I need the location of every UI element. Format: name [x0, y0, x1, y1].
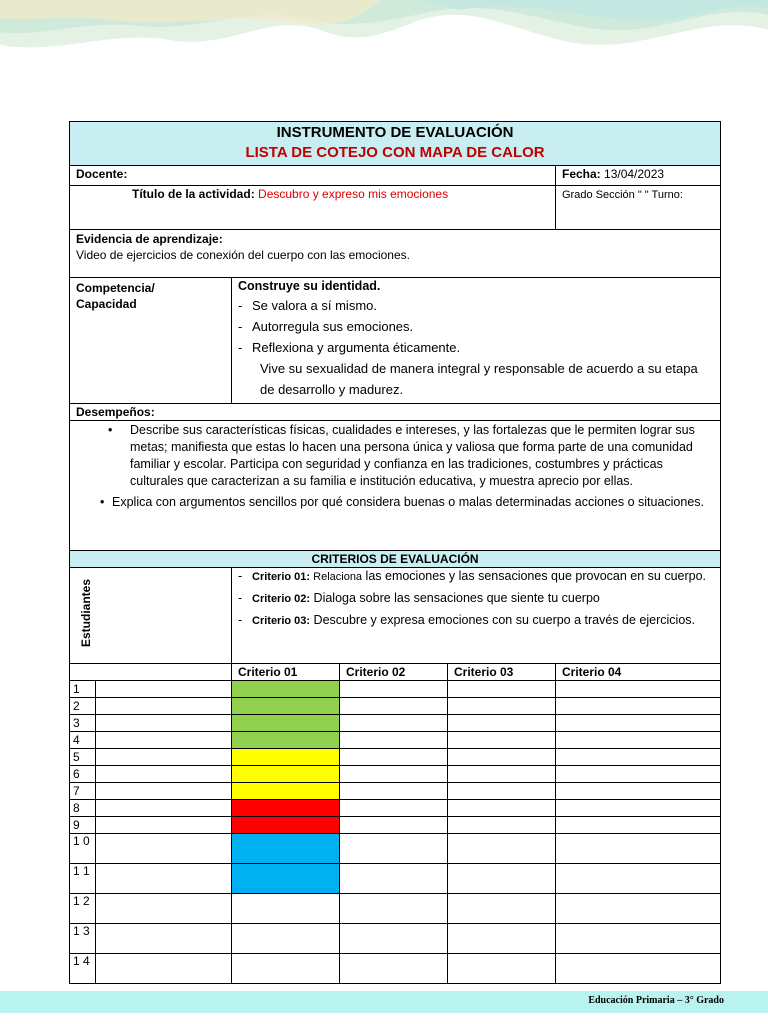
footer-bar [0, 991, 768, 1013]
criterio-4-cell[interactable] [556, 800, 721, 817]
fecha-label: Fecha: [562, 167, 601, 181]
competencia-label-cell [70, 278, 232, 404]
criterio-item [238, 590, 714, 607]
criterio-text: las emociones y las sensaciones que provocan en su cuerpo. [362, 569, 707, 583]
criterio-3-cell[interactable] [448, 864, 556, 894]
criterio-4-cell[interactable] [556, 954, 721, 984]
student-number: 6 [70, 766, 96, 783]
student-name-cell[interactable] [96, 715, 232, 732]
criterio-4-cell[interactable] [556, 864, 721, 894]
criterio-2-cell[interactable] [340, 715, 448, 732]
students-label-cell [70, 568, 232, 664]
criterio-label: Criterio 01: [252, 571, 311, 583]
fecha-value: 13/04/2023 [600, 167, 665, 181]
student-name-cell[interactable] [96, 732, 232, 749]
criterio-1-cell[interactable] [232, 766, 340, 783]
student-name-cell[interactable] [96, 681, 232, 698]
student-row [70, 783, 721, 800]
student-row [70, 715, 721, 732]
student-name-cell[interactable] [96, 864, 232, 894]
criterio-1-cell[interactable] [232, 864, 340, 894]
student-row [70, 864, 721, 894]
capacidad-item: - Se valora a sí mismo. [238, 295, 714, 316]
desempeno-item-2 [76, 493, 714, 512]
sheet-title-cell [70, 122, 721, 166]
criterio-2-cell[interactable] [340, 783, 448, 800]
student-name-cell[interactable] [96, 749, 232, 766]
criterio-1-cell[interactable] [232, 817, 340, 834]
student-name-cell[interactable] [96, 894, 232, 924]
criterio-1-cell[interactable] [232, 954, 340, 984]
student-row [70, 817, 721, 834]
criterio-2-cell[interactable] [340, 834, 448, 864]
criterio-3-cell[interactable] [448, 924, 556, 954]
student-name-cell[interactable] [96, 924, 232, 954]
criterio-4-cell[interactable] [556, 715, 721, 732]
criterio-4-cell[interactable] [556, 894, 721, 924]
criterio-4-cell[interactable] [556, 749, 721, 766]
criterio-item [238, 612, 714, 629]
criterio-verb: Relaciona [310, 571, 363, 583]
column-header: Criterio 01 [232, 664, 340, 681]
criterio-3-cell[interactable] [448, 954, 556, 984]
criterio-2-cell[interactable] [340, 954, 448, 984]
footer-text: Educación Primaria – 3° Grado [588, 995, 724, 1006]
desempenos-label-cell [70, 404, 721, 421]
criterio-2-cell[interactable] [340, 681, 448, 698]
capacidad-item: - Reflexiona y argumenta éticamente. [238, 337, 714, 358]
grado-cell [556, 186, 721, 230]
student-name-cell[interactable] [96, 954, 232, 984]
criterio-1-cell[interactable] [232, 749, 340, 766]
criterio-4-cell[interactable] [556, 681, 721, 698]
column-header: Criterio 03 [448, 664, 556, 681]
decorative-waves [0, 0, 768, 70]
criterio-3-cell[interactable] [448, 715, 556, 732]
criterio-4-cell[interactable] [556, 732, 721, 749]
grado-text: Grado Sección " " Turno: [562, 189, 683, 201]
criterio-1-cell[interactable] [232, 800, 340, 817]
criterio-3-cell[interactable] [448, 732, 556, 749]
capacidad-item: - Autorregula sus emociones. [238, 316, 714, 337]
blank-header-cell [70, 664, 232, 681]
bullet-icon: • [108, 423, 113, 437]
competencia-title: Construye su identidad. [238, 279, 381, 293]
student-number: 1 3 [70, 924, 96, 954]
criterio-1-cell[interactable] [232, 681, 340, 698]
criterio-4-cell[interactable] [556, 924, 721, 954]
criterio-1-cell[interactable] [232, 715, 340, 732]
desempeno-text-2: Explica con argumentos sencillos por qué considera buenas o malas determinadas acciones o situaciones. [112, 495, 705, 509]
student-number: 8 [70, 800, 96, 817]
criterio-2-cell[interactable] [340, 732, 448, 749]
titulo-cell [70, 186, 556, 230]
criterio-4-cell[interactable] [556, 834, 721, 864]
criterio-label: Criterio 02: [252, 593, 311, 605]
criterio-3-cell[interactable] [448, 894, 556, 924]
criterio-3-cell[interactable] [448, 698, 556, 715]
student-name-cell[interactable] [96, 783, 232, 800]
criterio-2-cell[interactable] [340, 698, 448, 715]
competencia-content-cell [232, 278, 721, 404]
student-name-cell[interactable] [96, 800, 232, 817]
criterios-list [238, 568, 714, 629]
student-row [70, 954, 721, 984]
student-number: 1 1 [70, 864, 96, 894]
student-number: 3 [70, 715, 96, 732]
desempenos-content-cell [70, 421, 721, 551]
student-number: 1 2 [70, 894, 96, 924]
capacidad-list [238, 295, 714, 358]
criterio-1-cell[interactable] [232, 783, 340, 800]
student-number: 9 [70, 817, 96, 834]
student-name-cell[interactable] [96, 698, 232, 715]
evaluation-sheet [69, 121, 721, 984]
evidencia-label: Evidencia de aprendizaje: [76, 232, 223, 246]
docente-label: Docente: [76, 167, 128, 181]
student-row [70, 681, 721, 698]
student-rows [70, 681, 721, 984]
criterio-4-cell[interactable] [556, 783, 721, 800]
criterio-2-cell[interactable] [340, 864, 448, 894]
student-row [70, 766, 721, 783]
criterio-2-cell[interactable] [340, 817, 448, 834]
criterios-header: CRITERIOS DE EVALUACIÓN [70, 551, 721, 568]
criterio-label: Criterio 03: [252, 615, 311, 627]
criterio-2-cell[interactable] [340, 924, 448, 954]
student-row [70, 698, 721, 715]
criterio-3-cell[interactable] [448, 681, 556, 698]
column-header: Criterio 04 [556, 664, 721, 681]
competencia-label-2: Capacidad [76, 297, 137, 311]
criterio-text: Dialoga sobre las sensaciones que siente tu cuerpo [310, 591, 600, 605]
criterio-1-cell[interactable] [232, 894, 340, 924]
criterio-2-cell[interactable] [340, 766, 448, 783]
student-row [70, 924, 721, 954]
student-number: 2 [70, 698, 96, 715]
criterio-2-cell[interactable] [340, 749, 448, 766]
desempeno-text-1: Describe sus características físicas, cualidades e intereses, y las fortalezas que le permiten lograr sus metas; manifiesta que estas lo hacen una persona única y valiosa que forma parte de una comunidad familiar y escolar. Participa con seguridad y confianza en las tradiciones, costumbres y prácticas culturales que caracterizan a su familia e institución educativa, y muestra aprecio por ellas. [130, 423, 695, 488]
bullet-icon: • [100, 495, 105, 509]
sheet-title: INSTRUMENTO DE EVALUACIÓN [276, 124, 514, 141]
titulo-label: Título de la actividad: [132, 187, 255, 201]
student-name-cell[interactable] [96, 817, 232, 834]
capacidad-extra: Vive su sexualidad de manera integral y responsable de acuerdo a su etapa de desarrollo y madurez. [260, 361, 698, 397]
student-number: 5 [70, 749, 96, 766]
criterio-2-cell[interactable] [340, 800, 448, 817]
criterio-1-cell[interactable] [232, 924, 340, 954]
student-number: 7 [70, 783, 96, 800]
student-number: 1 [70, 681, 96, 698]
titulo-value: Descubro y expreso mis emociones [254, 187, 449, 201]
student-number: 1 0 [70, 834, 96, 864]
student-name-cell[interactable] [96, 834, 232, 864]
column-header: Criterio 02 [340, 664, 448, 681]
criterios-list-cell [232, 568, 721, 664]
desempeno-item-1 [76, 422, 714, 490]
criterio-3-cell[interactable] [448, 749, 556, 766]
fecha-cell [556, 166, 721, 186]
criterio-3-cell[interactable] [448, 800, 556, 817]
sheet-subtitle: LISTA DE COTEJO CON MAPA DE CALOR [245, 144, 545, 161]
criterio-text: Descubre y expresa emociones con su cuerpo a través de ejercicios. [310, 613, 695, 627]
student-row [70, 800, 721, 817]
criterio-3-cell[interactable] [448, 783, 556, 800]
competencia-label-1: Competencia/ [76, 281, 155, 295]
criterio-2-cell[interactable] [340, 894, 448, 924]
criterio-4-cell[interactable] [556, 817, 721, 834]
criterio-3-cell[interactable] [448, 834, 556, 864]
criterio-1-cell[interactable] [232, 834, 340, 864]
criterio-1-cell[interactable] [232, 732, 340, 749]
evidencia-cell [70, 230, 721, 278]
evidencia-text: Video de ejercicios de conexión del cuerpo con las emociones. [76, 248, 410, 262]
criterio-1-cell[interactable] [232, 698, 340, 715]
docente-cell [70, 166, 556, 186]
criterio-4-cell[interactable] [556, 698, 721, 715]
student-number: 1 4 [70, 954, 96, 984]
desempenos-label: Desempeños: [76, 405, 155, 419]
criterio-4-cell[interactable] [556, 766, 721, 783]
student-row [70, 749, 721, 766]
student-row [70, 732, 721, 749]
student-row [70, 834, 721, 864]
student-row [70, 894, 721, 924]
criterio-columns-row [70, 664, 721, 681]
criterio-item [238, 568, 714, 585]
student-name-cell[interactable] [96, 766, 232, 783]
criterio-3-cell[interactable] [448, 766, 556, 783]
student-number: 4 [70, 732, 96, 749]
criterio-3-cell[interactable] [448, 817, 556, 834]
students-label: Estudiantes [79, 579, 93, 648]
